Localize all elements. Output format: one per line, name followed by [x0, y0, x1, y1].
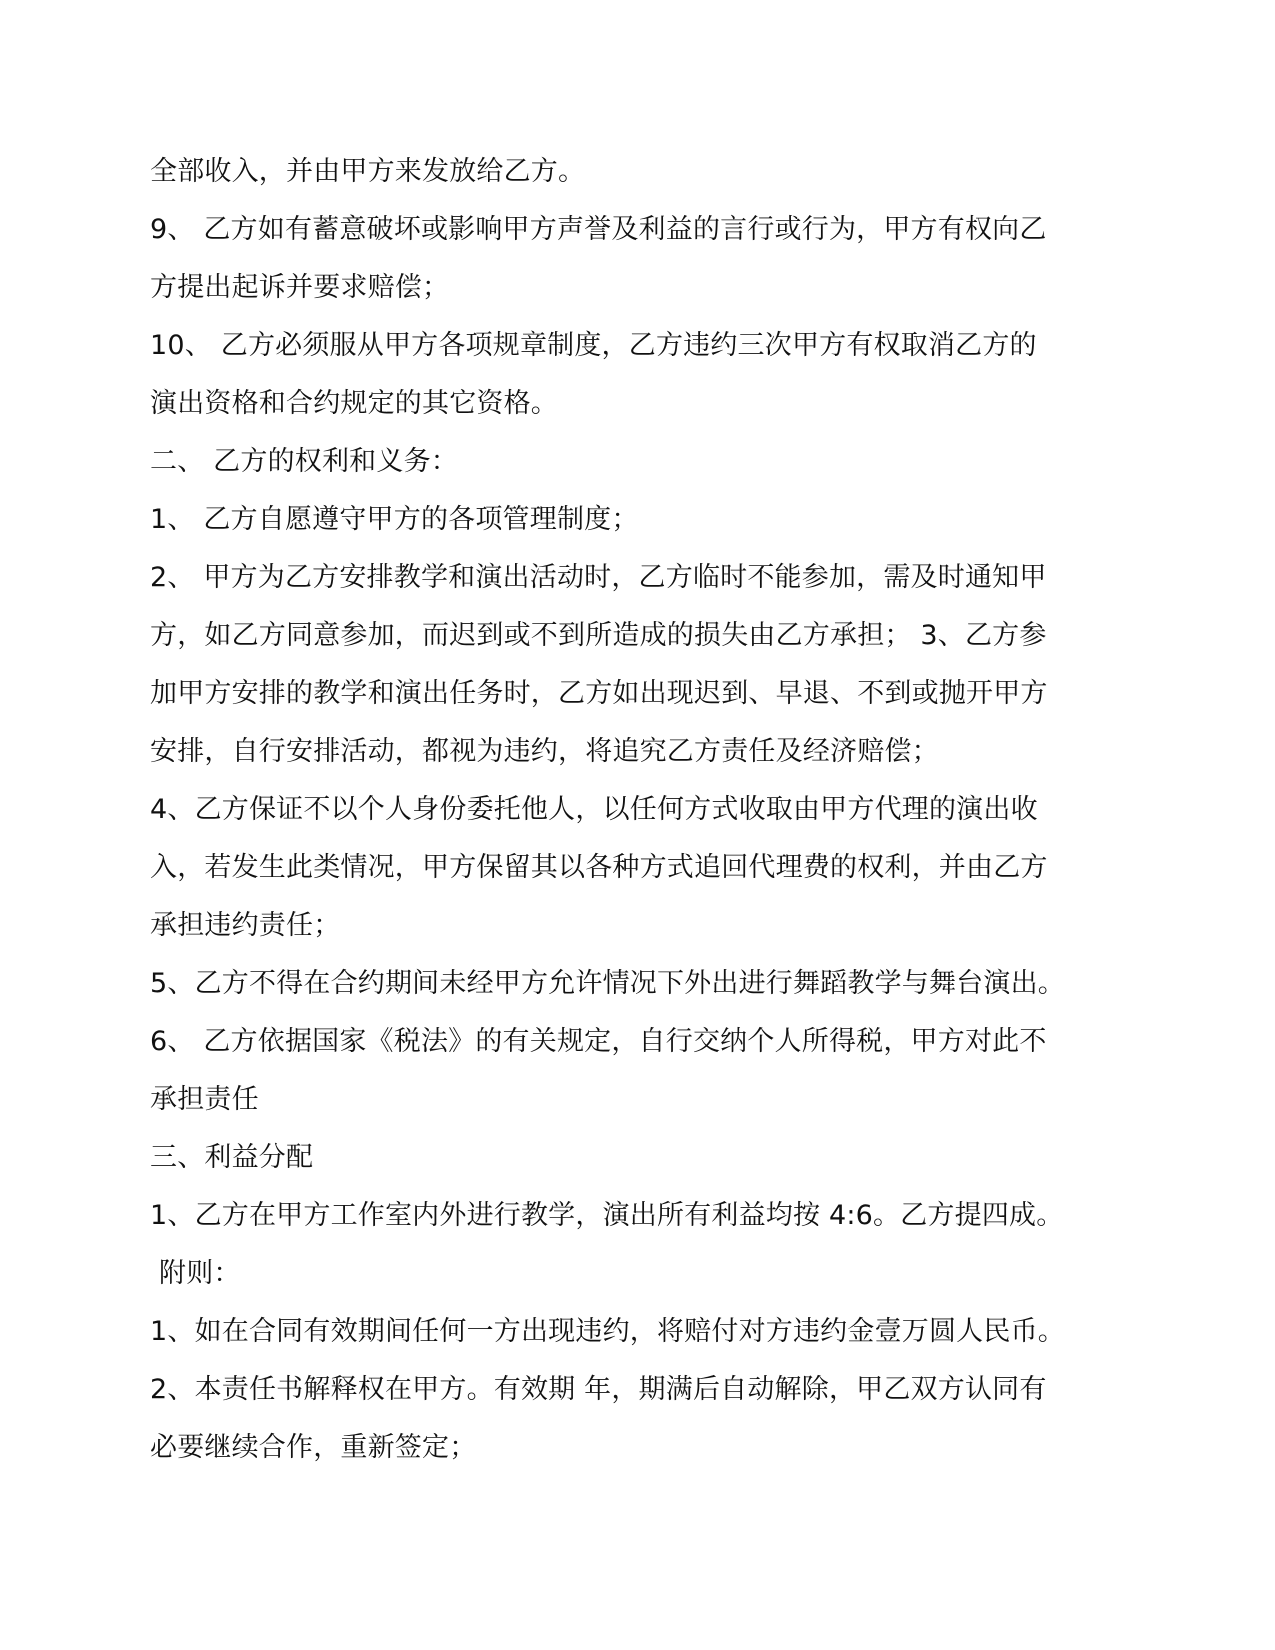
- text-line: 必要继续合作，重新签定；: [150, 1432, 477, 1463]
- section-heading: 附则：: [159, 1258, 241, 1289]
- text-line: 演出资格和合约规定的其它资格。: [150, 388, 558, 419]
- text-line: 1、 乙方自愿遵守甲方的各项管理制度；: [150, 504, 639, 535]
- text-line: 4、乙方保证不以个人身份委托他人，以任何方式收取由甲方代理的演出收: [150, 794, 1038, 825]
- text-line: 方，如乙方同意参加，而迟到或不到所造成的损失由乙方承担； 3、乙方参: [150, 620, 1047, 651]
- text-line: 方提出起诉并要求赔偿；: [150, 272, 450, 303]
- text-line: 承担违约责任；: [150, 910, 341, 941]
- text-line: 10、 乙方必须服从甲方各项规章制度，乙方违约三次甲方有权取消乙方的: [150, 330, 1037, 361]
- text-line: 1、乙方在甲方工作室内外进行教学，演出所有利益均按 4:6。乙方提四成。: [150, 1200, 1064, 1231]
- text-line: 入，若发生此类情况，甲方保留其以各种方式追回代理费的权利，并由乙方: [150, 852, 1048, 883]
- text-line: 1、如在合同有效期间任何一方出现违约，将赔付对方违约金壹万圆人民币。: [150, 1316, 1065, 1347]
- text-line: 5、乙方不得在合约期间未经甲方允许情况下外出进行舞蹈教学与舞台演出。: [150, 968, 1065, 999]
- text-line: 6、 乙方依据国家《税法》的有关规定，自行交纳个人所得税，甲方对此不: [150, 1026, 1047, 1057]
- text-line: 全部收入，并由甲方来发放给乙方。: [150, 156, 586, 187]
- text-line: 2、本责任书解释权在甲方。有效期 年，期满后自动解除，甲乙双方认同有: [150, 1374, 1047, 1405]
- text-line: 加甲方安排的教学和演出任务时，乙方如出现迟到、早退、不到或抛开甲方: [150, 678, 1048, 709]
- text-line: 安排，自行安排活动，都视为违约，将追究乙方责任及经济赔偿；: [150, 736, 939, 767]
- section-heading: 二、 乙方的权利和义务：: [150, 446, 458, 477]
- text-line: 承担责任: [150, 1084, 259, 1115]
- text-line: 2、 甲方为乙方安排教学和演出活动时，乙方临时不能参加，需及时通知甲: [150, 562, 1047, 593]
- section-heading: 三、利益分配: [150, 1142, 314, 1173]
- text-line: 9、 乙方如有蓄意破坏或影响甲方声誉及利益的言行或行为，甲方有权向乙: [150, 214, 1047, 245]
